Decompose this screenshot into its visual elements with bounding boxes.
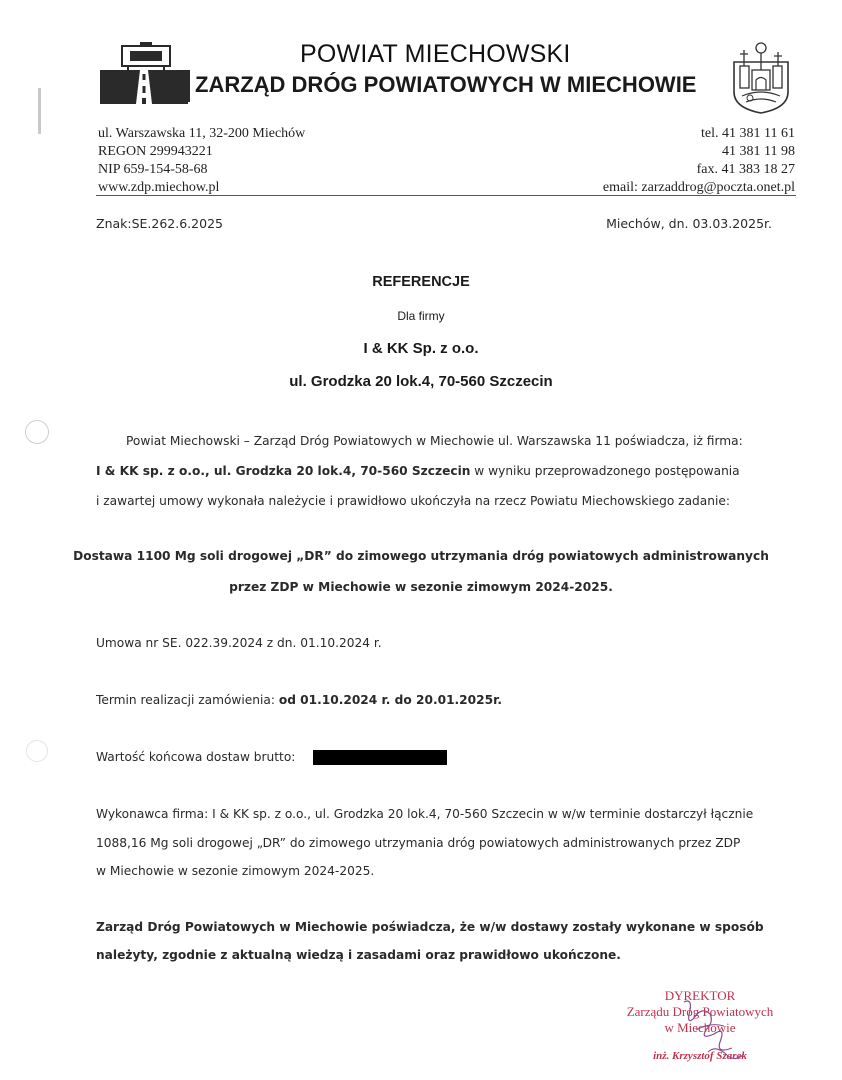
address-nip: NIP 659-154-58-68 [98,162,208,177]
address-email[interactable]: email: zarzaddrog@poczta.onet.pl [602,180,795,195]
address-phone-2: 41 381 11 98 [722,144,795,159]
paragraph3-line2: należyty, zgodnie z aktualną wiedzą i zasadami oraz prawidłowo ukończone. [96,948,621,962]
header-county-name: POWIAT MIECHOWSKI [300,40,571,68]
address-regon: REGON 299943221 [98,144,213,159]
signature-icon [640,996,780,1066]
redacted-value [313,750,447,765]
paragraph2-line2: 1088,16 Mg soli drogowej „DR” do zimowego utrzymania dróg powiatowych administrowanych przez ZDP [96,836,741,850]
for-company-label: Dla firmy [397,309,445,323]
term-value: od 01.10.2024 r. do 20.01.2025r. [278,693,502,707]
paragraph1-line1: Powiat Miechowski – Zarząd Dróg Powiatowych w Miechowie ul. Warszawska 11 poświadcza, iż firma: [126,434,743,448]
road-sign-logo-icon [100,42,188,104]
header-divider [96,195,796,196]
paragraph1-line2-rest: w wyniku przeprowadzonego postępowania [470,464,740,478]
address-right [603,125,795,197]
value-label: Wartość końcowa dostaw brutto: [96,750,296,764]
term-line [96,693,502,707]
paragraph1-line3: i zawartej umowy wykonała należycie i prawidłowo ukończyła na rzecz Powiatu Miechowskiego zadanie: [96,494,730,508]
stamp-title: DYREKTOR [664,988,736,1003]
company-address: ul. Grodzka 20 lok.4, 70-560 Szczecin [289,373,553,390]
contract-line: Umowa nr SE. 022.39.2024 z dn. 01.10.2024 r. [96,636,382,650]
stamp-signatory-name: inż. Krzysztof Szarek [653,1050,747,1062]
address-street: ul. Warszawska 11, 32-200 Miechów [98,126,306,141]
task-line1: Dostawa 1100 Mg soli drogowej „DR” do zimowego utrzymania dróg powiatowych administrowanych [73,549,769,563]
reference-number: Znak:SE.262.6.2025 [96,216,223,231]
paragraph2-line1: Wykonawca firma: I & KK sp. z o.o., ul. Grodzka 20 lok.4, 70-560 Szczecin w w/w terminie dostarczył łącznie [96,807,754,821]
term-label: Termin realizacji zamówienia: [96,693,279,707]
scan-mark [38,88,41,134]
paragraph2-line3: w Miechowie w sezonie zimowym 2024-2025. [96,864,375,878]
address-fax: fax. 41 383 18 27 [696,162,795,177]
address-left [98,125,305,197]
document-date: Miechów, dn. 03.03.2025r. [606,216,772,231]
stamp-office: Zarządu Dróg Powiatowych [626,1004,774,1019]
punch-hole [26,740,48,762]
coat-of-arms-icon [728,40,794,114]
contractor-name-inline: I & KK sp. z o.o., ul. Grodzka 20 lok.4, 70-560 Szczecin [96,464,471,478]
punch-hole [25,420,49,444]
address-website[interactable]: www.zdp.miechow.pl [98,180,220,195]
company-name: I & KK Sp. z o.o. [363,340,479,357]
task-line2: przez ZDP w Miechowie w sezonie zimowym 2024-2025. [229,580,613,594]
stamp-location: w Miechowie [664,1020,736,1035]
paragraph3-line1: Zarząd Dróg Powiatowych w Miechowie poświadcza, że w/w dostawy zostały wykonane w sposób [96,920,764,934]
address-phone-1: tel. 41 381 11 61 [701,126,795,141]
document-title: REFERENCJE [372,274,470,290]
paragraph1-line2 [96,464,740,478]
header-office-name: ZARZĄD DRÓG POWIATOWYCH W MIECHOWIE [195,72,697,97]
